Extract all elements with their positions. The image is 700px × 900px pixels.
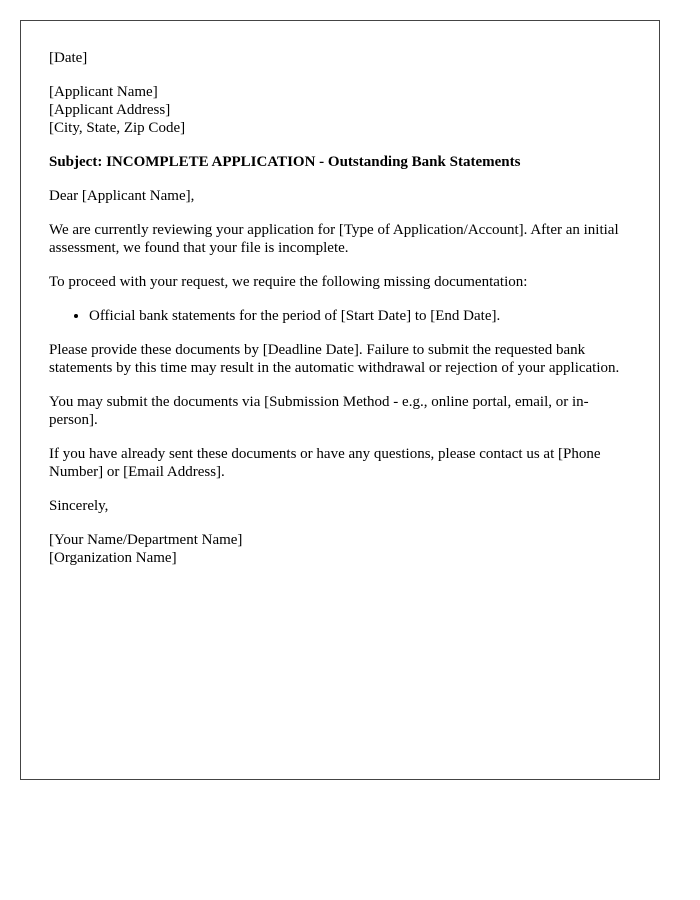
signature-name-department: [Your Name/Department Name] (49, 532, 243, 548)
recipient-city-state-zip: [City, State, Zip Code] (49, 120, 186, 136)
paragraph-submission: You may submit the documents via [Submission Method - e.g., online portal, email, or in-person]. (49, 394, 589, 428)
letter-date: [Date] (49, 50, 88, 66)
paragraph-requirements: To proceed with your request, we require the following missing documentation: (49, 274, 528, 290)
letter-closing: Sincerely, (49, 498, 109, 514)
letter-page (20, 20, 660, 780)
paragraph-reviewing: We are currently reviewing your application for [Type of Application/Account]. After an initial assessment, we found that your file is incomplete. (49, 222, 619, 256)
missing-document-item: • Official bank statements for the period of [Start Date] to [End Date]. (89, 307, 631, 325)
paragraph-deadline: Please provide these documents by [Deadline Date]. Failure to submit the requested bank statements by this time may result in the automatic withdrawal or rejection of your application. (49, 342, 620, 376)
paragraph-contact: If you have already sent these documents or have any questions, please contact us at [Phone Number] or [Email Address]. (49, 446, 601, 480)
missing-documents-list (49, 307, 631, 325)
signature-block (49, 531, 631, 567)
recipient-address: [Applicant Address] (49, 102, 171, 118)
letter-salutation: Dear [Applicant Name], (49, 188, 195, 204)
recipient-block (49, 83, 631, 137)
letter-subject: Subject: INCOMPLETE APPLICATION - Outstanding Bank Statements (49, 154, 521, 170)
signature-organization: [Organization Name] (49, 550, 177, 566)
recipient-name: [Applicant Name] (49, 84, 158, 100)
